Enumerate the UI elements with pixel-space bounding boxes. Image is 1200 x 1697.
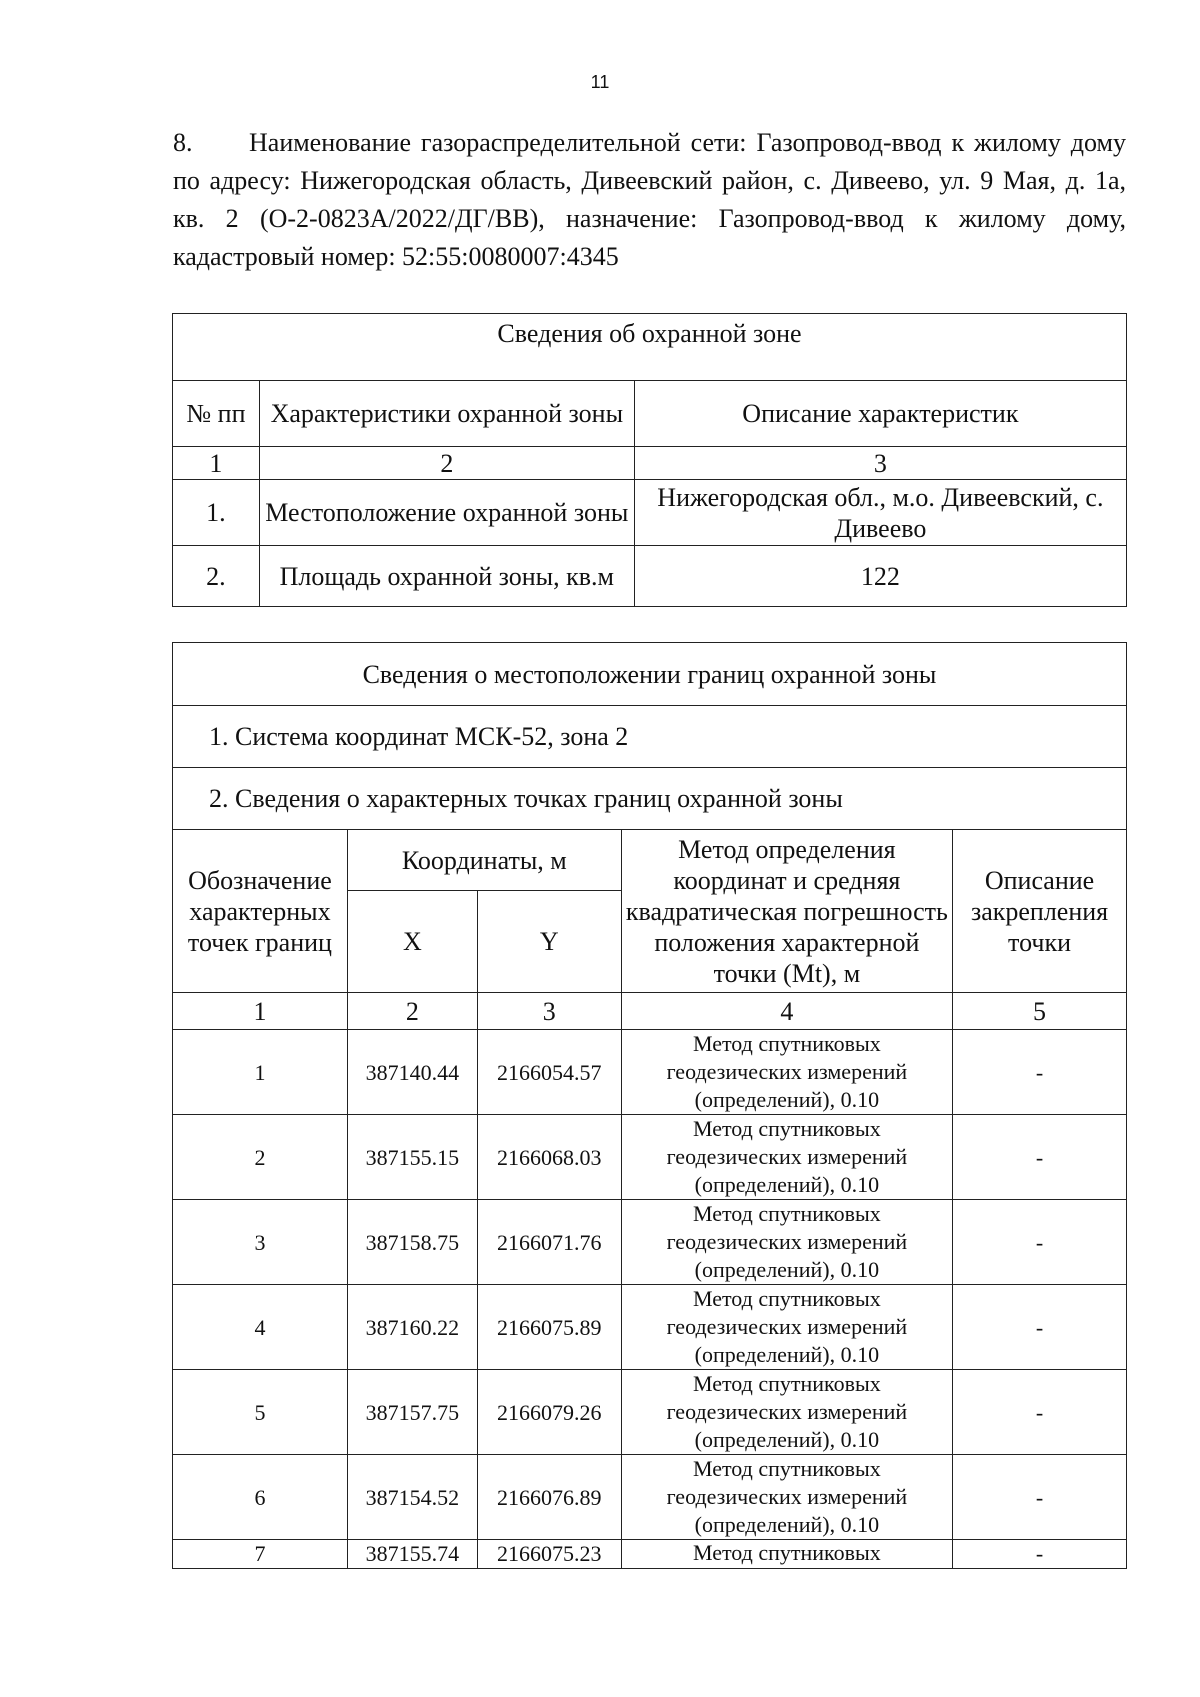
- point-y: 2166075.89: [477, 1285, 621, 1370]
- header-y: Y: [477, 891, 621, 993]
- section-text: Наименование газораспределительной сети: Газопровод-ввод к жилому дому по адресу: Нижегородская область, Дивеевский район, с. Дивеево, ул. 9 Мая, д. 1а, кв. 2 (О-2-0823А/2022/ДГ/ВВ), назначение: Газопровод-ввод к жилому дому, кадастровый номер: 52:55:0080007:4345: [173, 128, 1126, 271]
- header-characteristic: Характеристики охранной зоны: [259, 381, 634, 447]
- table-row: [173, 546, 1127, 607]
- point-y: 2166068.03: [477, 1115, 621, 1200]
- table-row: [173, 1200, 1127, 1285]
- row-description: 122: [634, 546, 1126, 607]
- col-number: 4: [621, 993, 952, 1030]
- table-row: [173, 1540, 1127, 1569]
- col-number: 1: [173, 993, 348, 1030]
- point-x: 387140.44: [347, 1030, 477, 1115]
- table-row: [173, 1455, 1127, 1540]
- point-id: 7: [173, 1540, 348, 1569]
- table-row: [173, 1285, 1127, 1370]
- row-number: 1.: [173, 480, 260, 546]
- point-fixing: -: [953, 1370, 1127, 1455]
- row-description: Нижегородская обл., м.о. Дивеевский, с. Дивеево: [634, 480, 1126, 546]
- point-x: 387155.15: [347, 1115, 477, 1200]
- table-row: [173, 1030, 1127, 1115]
- point-fixing: -: [953, 1540, 1127, 1569]
- point-y: 2166076.89: [477, 1455, 621, 1540]
- header-method: Метод определения координат и средняя квадратическая погрешность положения характерной точки (Mt), м: [621, 830, 952, 993]
- coordinate-system: 1. Система координат МСК-52, зона 2: [173, 706, 1127, 768]
- point-x: 387154.52: [347, 1455, 477, 1540]
- section-paragraph: [173, 124, 1126, 276]
- point-x: 387157.75: [347, 1370, 477, 1455]
- point-method: Метод спутниковых геодезических измерений (определений), 0.10: [621, 1115, 952, 1200]
- point-id: 4: [173, 1285, 348, 1370]
- col-number: 2: [347, 993, 477, 1030]
- header-number: № пп: [173, 381, 260, 447]
- point-method: Метод спутниковых геодезических измерений (определений), 0.10: [621, 1200, 952, 1285]
- point-fixing: -: [953, 1285, 1127, 1370]
- point-y: 2166054.57: [477, 1030, 621, 1115]
- zone-table-title: Сведения об охранной зоне: [173, 314, 1127, 381]
- point-fixing: -: [953, 1200, 1127, 1285]
- boundary-table-title: Сведения о местоположении границ охранной зоны: [173, 643, 1127, 706]
- page-number: 11: [590, 72, 610, 92]
- row-characteristic: Площадь охранной зоны, кв.м: [259, 546, 634, 607]
- point-x: 387155.74: [347, 1540, 477, 1569]
- header-fixing: Описание закрепления точки: [953, 830, 1127, 993]
- protection-zone-table: [172, 313, 1127, 607]
- point-method: Метод спутниковых геодезических измерений (определений), 0.10: [621, 1370, 952, 1455]
- table-row: [173, 1370, 1127, 1455]
- point-y: 2166071.76: [477, 1200, 621, 1285]
- point-method: Метод спутниковых геодезических измерений (определений), 0.10: [621, 1285, 952, 1370]
- header-description: Описание характеристик: [634, 381, 1126, 447]
- header-x: X: [347, 891, 477, 993]
- point-method: Метод спутниковых геодезических измерений (определений), 0.10: [621, 1455, 952, 1540]
- header-designation: Обозначение характерных точек границ: [173, 830, 348, 993]
- points-title: 2. Сведения о характерных точках границ охранной зоны: [173, 768, 1127, 830]
- point-fixing: -: [953, 1455, 1127, 1540]
- boundary-table: [172, 642, 1127, 1569]
- point-x: 387158.75: [347, 1200, 477, 1285]
- row-characteristic: Местоположение охранной зоны: [259, 480, 634, 546]
- col-number: 1: [173, 447, 260, 480]
- table-row: [173, 1115, 1127, 1200]
- point-x: 387160.22: [347, 1285, 477, 1370]
- point-method: Метод спутниковых геодезических измерений (определений), 0.10: [621, 1030, 952, 1115]
- section-number: 8.: [173, 128, 193, 157]
- point-id: 3: [173, 1200, 348, 1285]
- table-row: [173, 480, 1127, 546]
- col-number: 3: [477, 993, 621, 1030]
- point-method: Метод спутниковых: [621, 1540, 952, 1569]
- row-number: 2.: [173, 546, 260, 607]
- point-id: 2: [173, 1115, 348, 1200]
- point-fixing: -: [953, 1030, 1127, 1115]
- point-id: 1: [173, 1030, 348, 1115]
- point-y: 2166079.26: [477, 1370, 621, 1455]
- col-number: 5: [953, 993, 1127, 1030]
- header-coordinates: Координаты, м: [347, 830, 621, 891]
- point-id: 5: [173, 1370, 348, 1455]
- point-id: 6: [173, 1455, 348, 1540]
- col-number: 3: [634, 447, 1126, 480]
- point-fixing: -: [953, 1115, 1127, 1200]
- point-y: 2166075.23: [477, 1540, 621, 1569]
- col-number: 2: [259, 447, 634, 480]
